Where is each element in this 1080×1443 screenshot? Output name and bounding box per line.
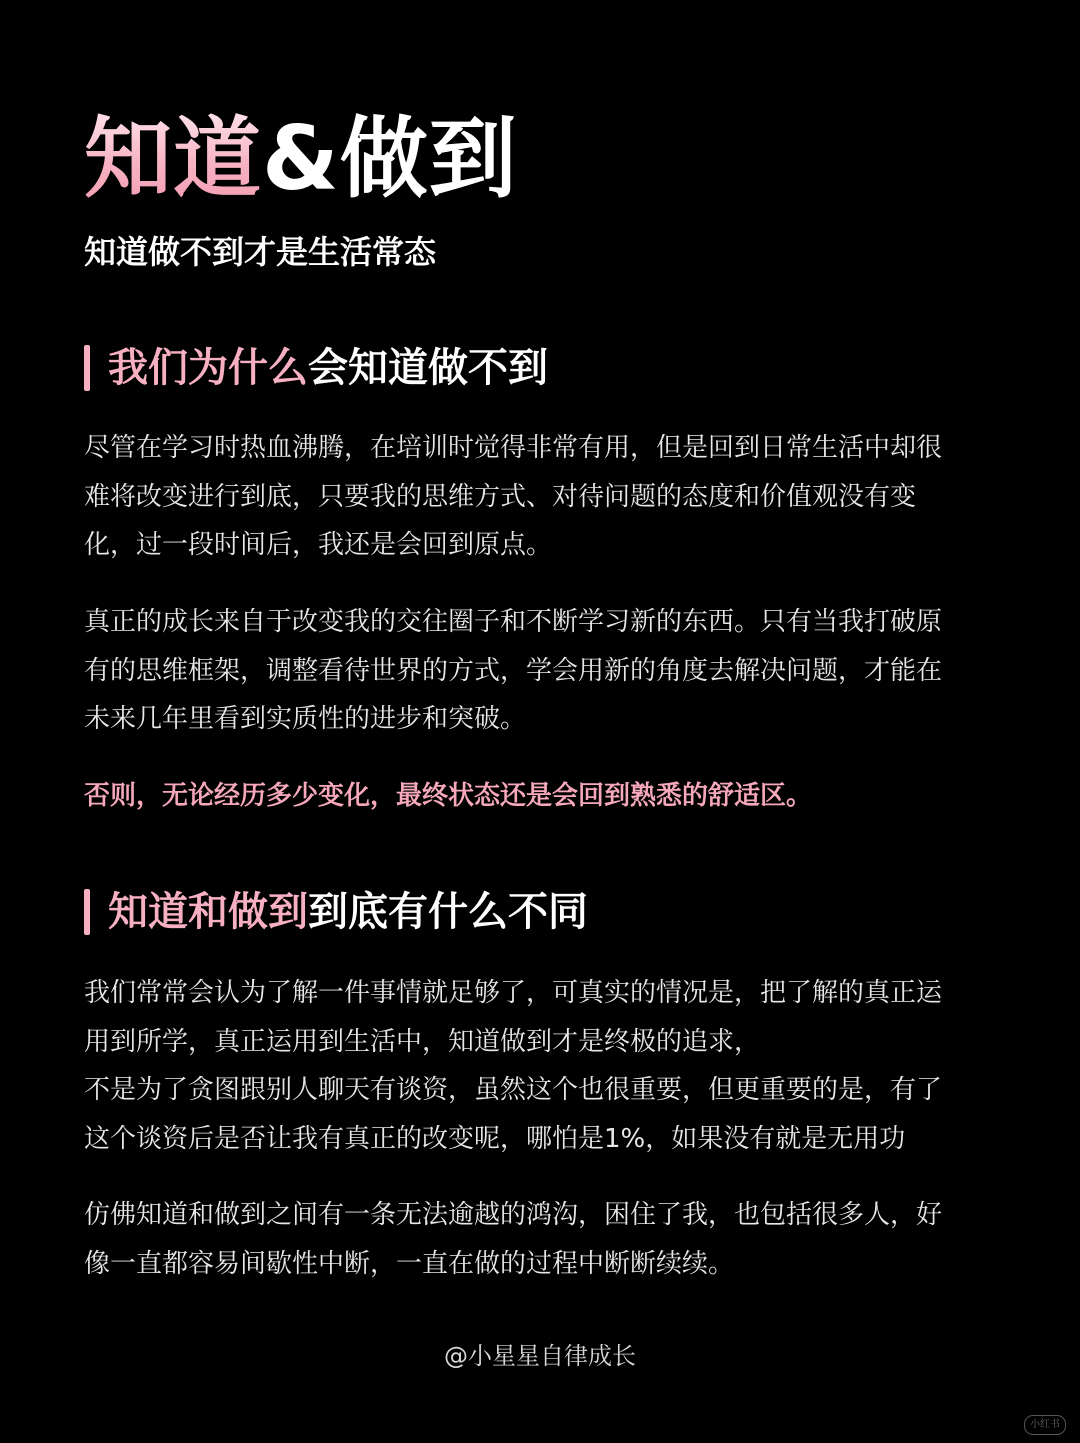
section-heading-2 xyxy=(84,886,588,938)
title-pink-part: 知道 xyxy=(84,107,263,210)
title-white-part: &做到 xyxy=(262,107,518,210)
section1-paragraph-2 xyxy=(84,598,1004,744)
section1-paragraph-1 xyxy=(84,424,1004,570)
paragraph-line: 用到所学，真正运用到生活中，知道做到才是终极的追求， xyxy=(84,1026,761,1057)
page-subtitle: 知道做不到才是生活常态 xyxy=(84,233,437,271)
highlight-line: 否则，无论经历多少变化，最终状态还是会回到熟悉的舒适区。 xyxy=(84,781,813,811)
heading-accent-bar xyxy=(84,889,90,935)
paragraph-line: 有的思维框架，调整看待世界的方式，学会用新的角度去解决问题，才能在 xyxy=(84,655,943,686)
section2-paragraph-2 xyxy=(84,1191,1004,1288)
paragraph-line: 化，过一段时间后，我还是会回到原点。 xyxy=(84,530,553,560)
section2-paragraph-1 xyxy=(84,969,1004,1163)
watermark-logo: 小红书 xyxy=(1024,1415,1066,1435)
paragraph-line: 尽管在学习时热血沸腾，在培训时觉得非常有用，但是回到日常生活中却很 xyxy=(84,433,943,463)
section-heading-1-white: 会知道做不到 xyxy=(308,345,548,391)
paragraph-line: 真正的成长来自于改变我的交往圈子和不断学习新的东西。只有当我打破原 xyxy=(84,607,943,637)
paragraph-line: 难将改变进行到底，只要我的思维方式、对待问题的态度和价值观没有变 xyxy=(84,481,917,512)
paragraph-line: 仿佛知道和做到之间有一条无法逾越的鸿沟，困住了我，也包括很多人，好 xyxy=(84,1200,943,1230)
page-title xyxy=(84,104,518,214)
section1-highlight xyxy=(84,772,1004,821)
section-heading-1-pink: 我们为什么 xyxy=(108,345,308,391)
paragraph-line: 我们常常会认为了解一件事情就足够了，可真实的情况是，把了解的真正运 xyxy=(84,978,943,1008)
section-heading-1-text xyxy=(108,342,548,394)
section-heading-2-white: 到底有什么不同 xyxy=(308,889,588,935)
paragraph-line: 未来几年里看到实质性的进步和突破。 xyxy=(84,704,527,734)
paragraph-line: 这个谈资后是否让我有真正的改变呢，哪怕是1%，如果没有就是无用功 xyxy=(84,1123,906,1154)
paragraph-line: 像一直都容易间歇性中断，一直在做的过程中断断续续。 xyxy=(84,1248,735,1279)
section-heading-2-text xyxy=(108,886,588,938)
section-heading-1 xyxy=(84,342,548,394)
author-handle: @小星星自律成长 xyxy=(444,1342,636,1370)
heading-accent-bar xyxy=(84,345,90,391)
section-heading-2-pink: 知道和做到 xyxy=(108,889,308,935)
paragraph-line: 不是为了贪图跟别人聊天有谈资，虽然这个也很重要，但更重要的是，有了 xyxy=(84,1075,943,1105)
